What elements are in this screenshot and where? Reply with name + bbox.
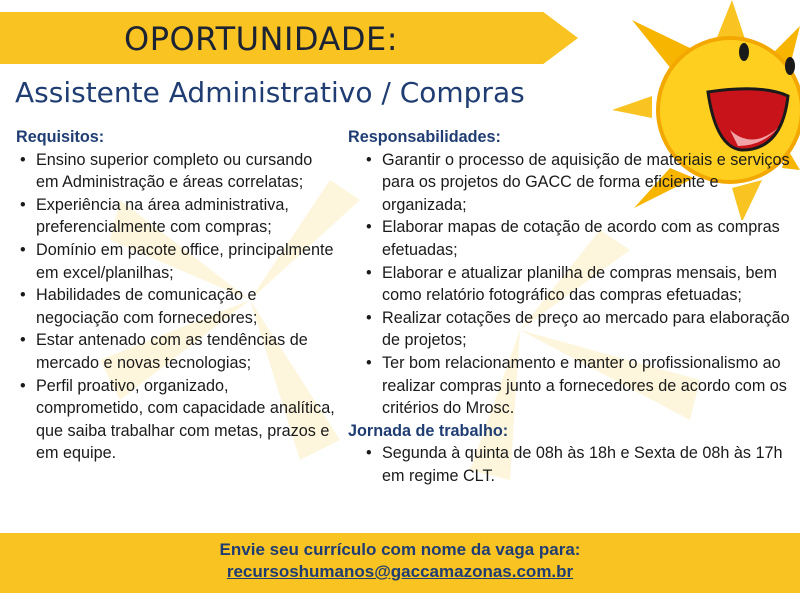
requirements-title: Requisitos:	[16, 128, 105, 146]
footer-bar	[0, 533, 800, 593]
list-item: • Perfil proativo, organizado, comprometido, com capacidade analítica, que saiba trabalhar com metas, prazos e em equipe.	[16, 375, 336, 465]
list-item: • Domínio em pacote office, principalmente em excel/planilhas;	[16, 239, 336, 284]
job-title: Assistente Administrativo / Compras	[15, 76, 525, 109]
list-item: • Ensino superior completo ou cursando em Administração e áreas correlatas;	[16, 149, 336, 194]
work-schedule-title: Jornada de trabalho:	[348, 421, 509, 440]
list-item: • Experiência na área administrativa, preferencialmente com compras;	[16, 194, 336, 239]
responsibilities-list	[348, 149, 800, 420]
work-schedule-list	[348, 442, 800, 487]
responsibilities-column	[348, 126, 800, 488]
list-item: • Estar antenado com as tendências de mercado e novas tecnologias;	[16, 329, 336, 374]
list-item: • Segunda à quinta de 08h às 18h e Sexta de 08h às 17h em regime CLT.	[348, 442, 800, 487]
banner-title: OPORTUNIDADE:	[124, 20, 399, 58]
list-item: • Elaborar e atualizar planilha de compras mensais, bem como relatório fotográfico das compras efetuadas;	[348, 262, 800, 307]
list-item: • Habilidades de comunicação e negociação com fornecedores;	[16, 284, 336, 329]
requirements-column	[16, 126, 336, 465]
list-item: • Ter bom relacionamento e manter o profissionalismo ao realizar compras junto a fornecedores de acordo com os critérios do Mrosc.	[348, 352, 800, 420]
list-item: • Garantir o processo de aquisição de materiais e serviços para os projetos do GACC de forma eficiente e organizada;	[348, 149, 800, 217]
email-link[interactable]: recursoshumanos@gaccamazonas.com.br	[226, 562, 574, 581]
requirements-list	[16, 149, 336, 465]
list-item: • Elaborar mapas de cotação de acordo com as compras efetuadas;	[348, 216, 800, 261]
footer-cta: Envie seu currículo com nome da vaga para:	[219, 540, 581, 559]
list-item: • Realizar cotações de preço ao mercado para elaboração de projetos;	[348, 307, 800, 352]
responsibilities-title: Responsabilidades:	[348, 128, 501, 146]
